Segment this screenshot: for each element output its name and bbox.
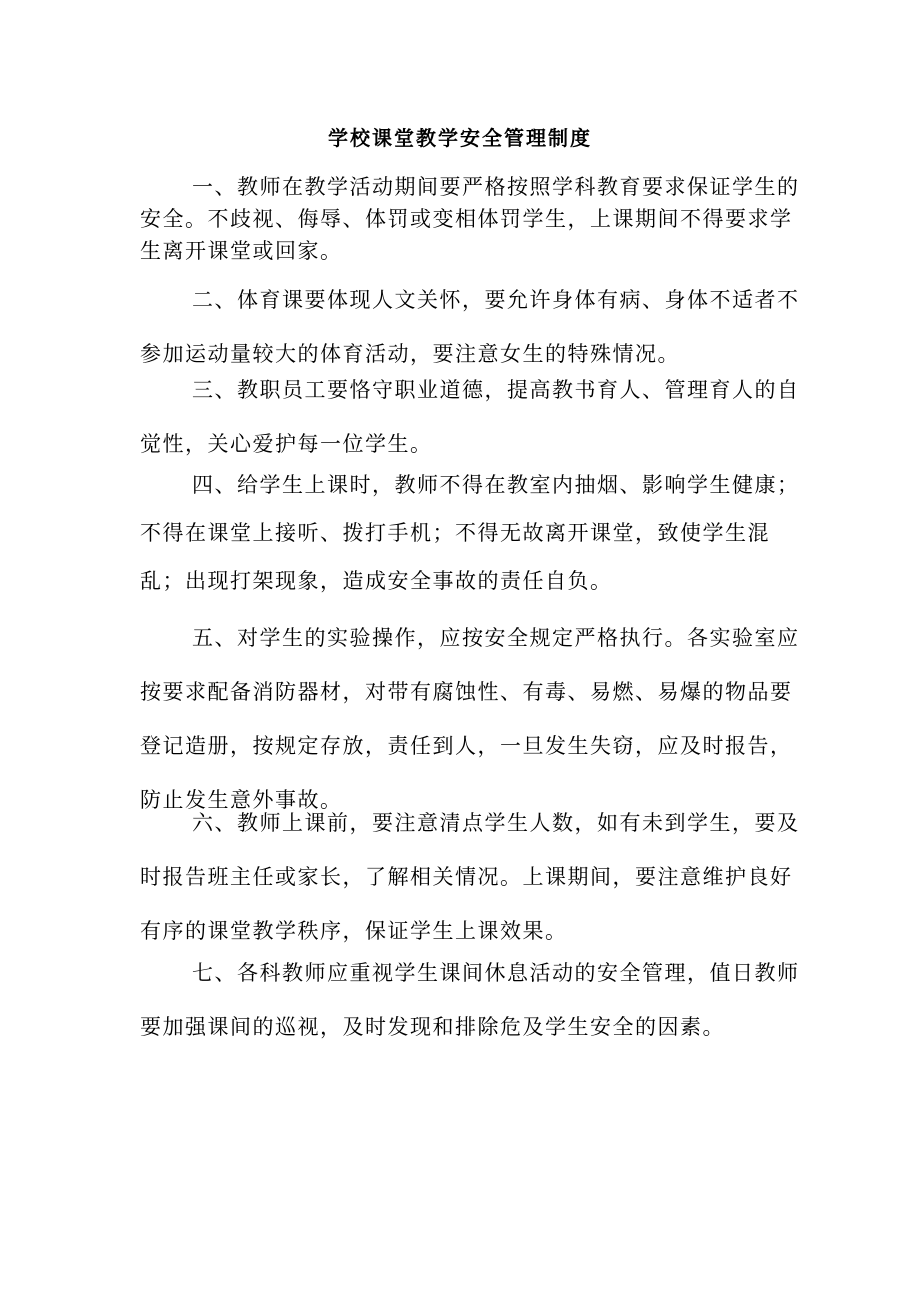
paragraph-7: 七、各科教师应重视学生课间休息活动的安全管理，值日教师要加强课间的巡视，及时发现和排除危及学生安全的因素。 [140, 961, 800, 1039]
paragraph-6: 六、教师上课前，要注意清点学生人数，如有未到学生，要及时报告班主任或家长，了解相关情况。上课期间，要注意维护良好有序的课堂教学秩序，保证学生上课效果。 [140, 811, 800, 943]
paragraph-2: 二、体育课要体现人文关怀，要允许身体有病、身体不适者不参加运动量较大的体育活动，要注意女生的特殊情况。 [140, 288, 800, 366]
paragraph-5: 五、对学生的实验操作，应按安全规定严格执行。各实验室应按要求配备消防器材，对带有腐蚀性、有毒、易燃、易爆的物品要登记造册，按规定存放，责任到人，一旦发生失窃，应及时报告，防止发生意外事故。 [140, 626, 800, 812]
paragraph-4: 四、给学生上课时，教师不得在教室内抽烟、影响学生健康；不得在课堂上接听、拨打手机；不得无故离开课堂，致使学生混乱；出现打架现象，造成安全事故的责任自负。 [140, 473, 800, 593]
paragraph-3: 三、教职员工要恪守职业道德，提高教书育人、管理育人的自觉性，关心爱护每一位学生。 [140, 378, 800, 456]
document-title: 学校课堂教学安全管理制度 [328, 126, 592, 150]
paragraph-1: 一、教师在教学活动期间要严格按照学科教育要求保证学生的安全。不歧视、侮辱、体罚或变相体罚学生，上课期间不得要求学生离开课堂或回家。 [140, 175, 800, 263]
